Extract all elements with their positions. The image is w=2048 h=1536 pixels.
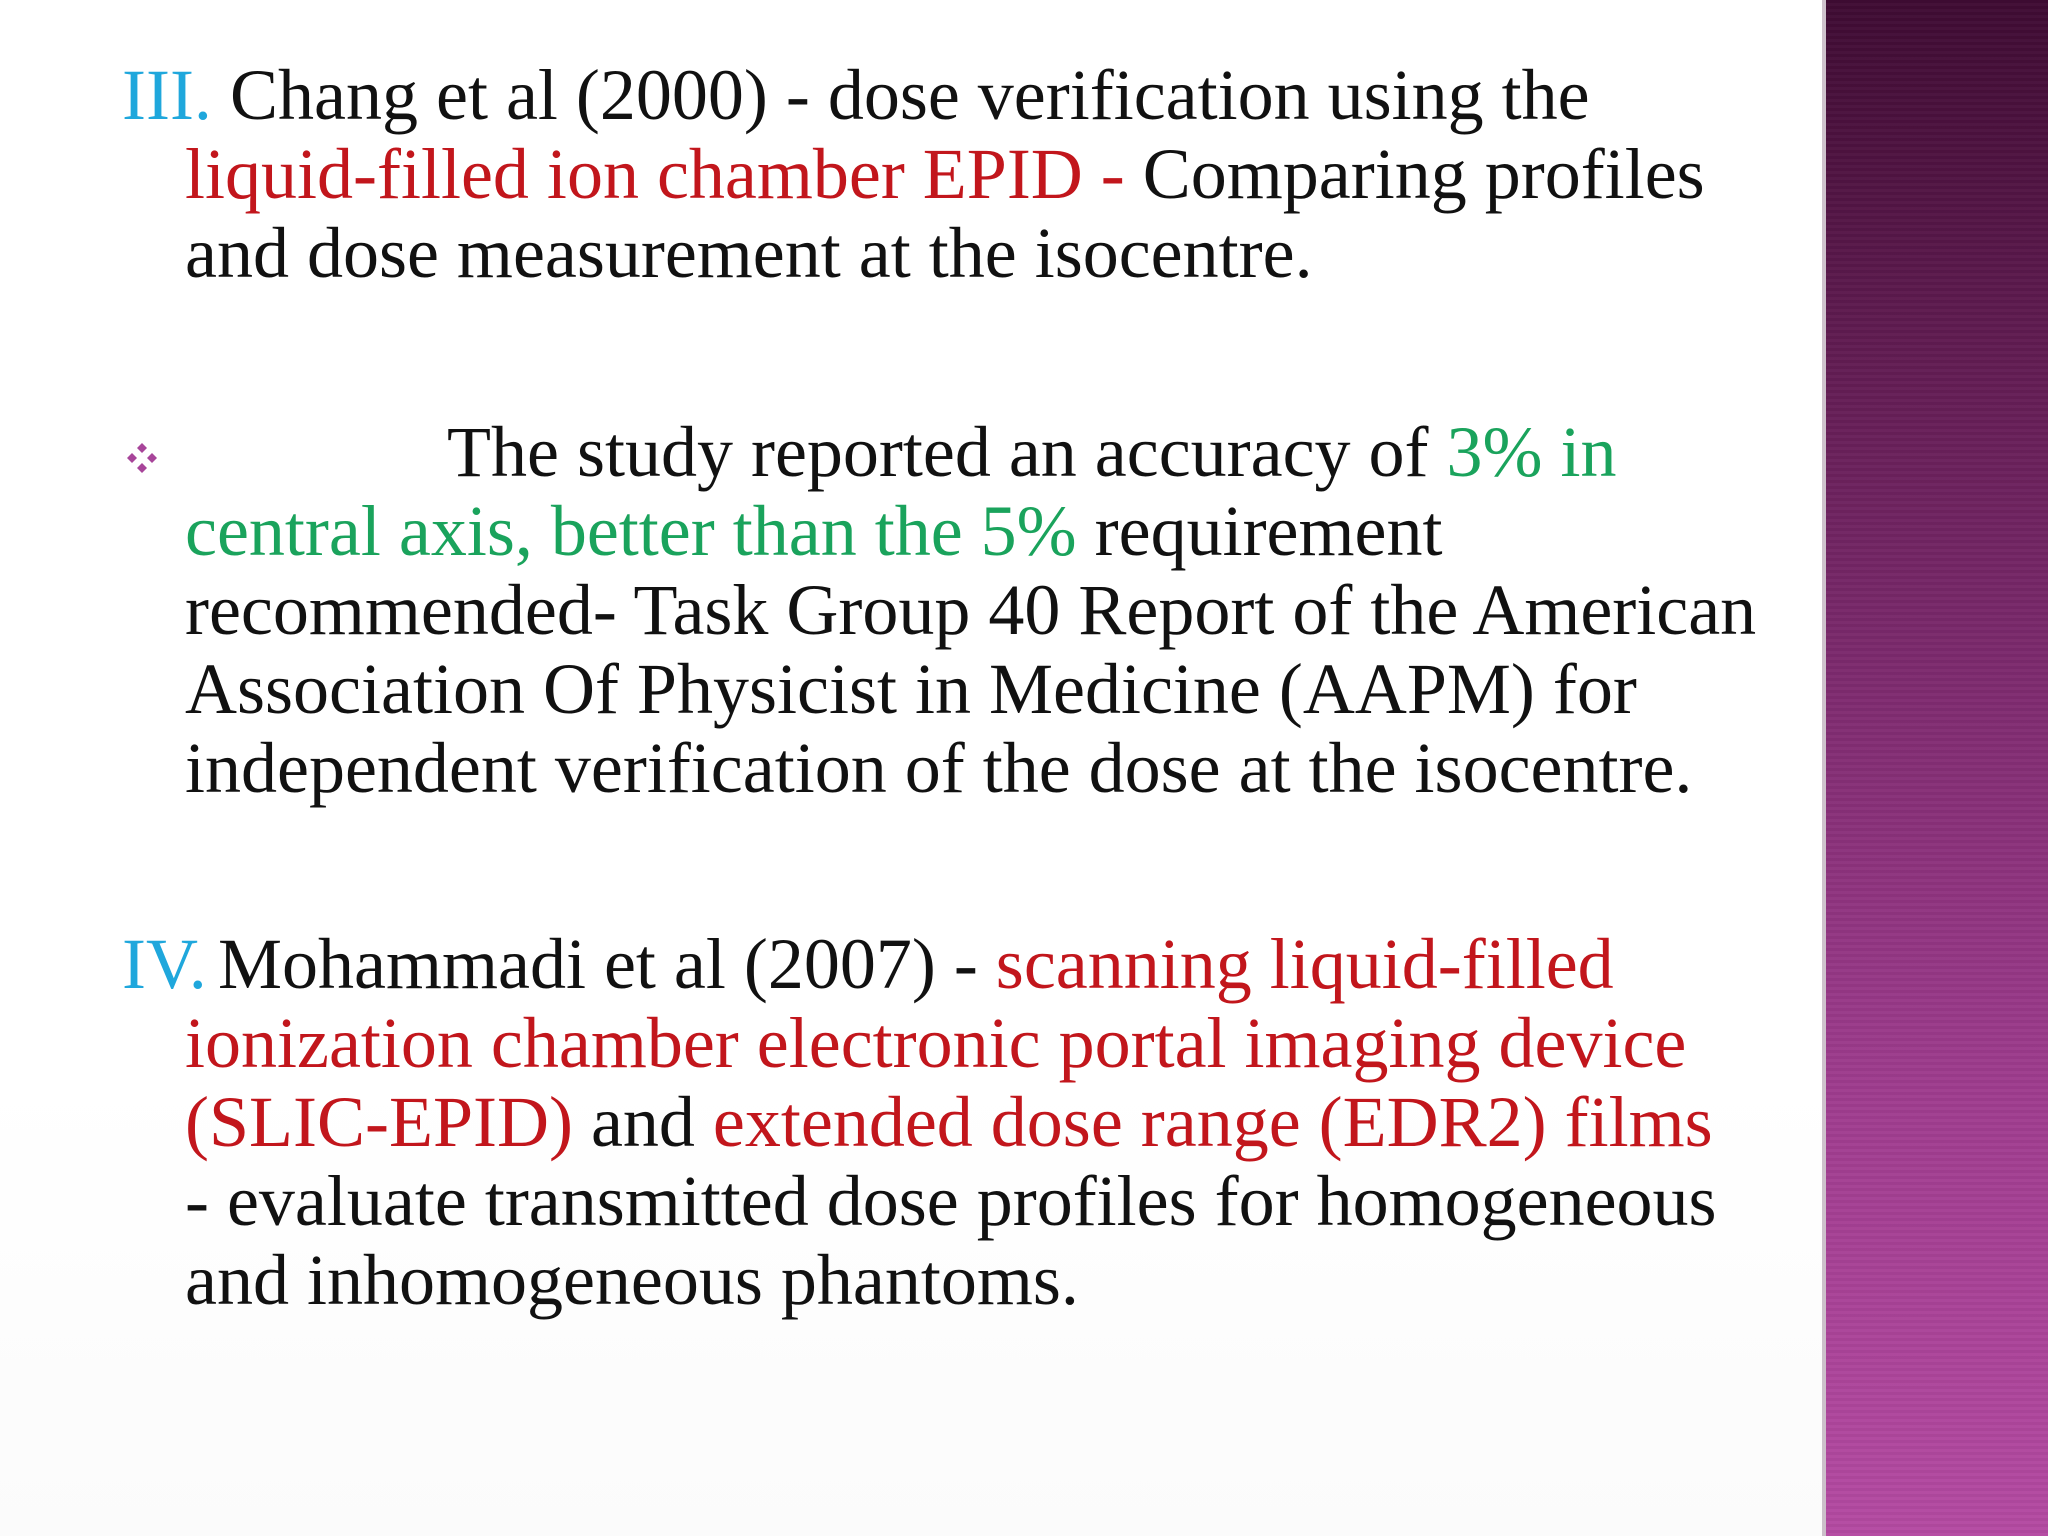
bullet-line-3 — [185, 571, 1825, 650]
item-4-line-1-text: Mohammadi et al (2007) - — [218, 924, 996, 1004]
item-4-line-2-highlight: ionization chamber electronic portal imaging device — [185, 1003, 1687, 1083]
item-3-line-2-text: Comparing profiles — [1142, 134, 1705, 214]
decorative-sidebar — [1826, 0, 2048, 1536]
item-3-line-3 — [185, 214, 1825, 293]
item-3-marker: III. — [122, 55, 212, 135]
item-4-marker: IV. — [122, 924, 207, 1004]
item-3-line-1 — [230, 56, 1870, 135]
bullet-line-1-text: The study reported an accuracy of — [447, 412, 1447, 492]
item-3-line-3-text: and dose measurement at the isocentre. — [185, 213, 1313, 293]
item-3-line-2-highlight: liquid-filled ion chamber EPID - — [185, 134, 1143, 214]
bullet-line-4 — [185, 650, 1825, 729]
four-diamond-bullet-icon — [126, 442, 158, 474]
item-4-line-4-text: - evaluate transmitted dose profiles for homogeneous — [185, 1161, 1717, 1241]
item-4-line-5 — [185, 1241, 1825, 1320]
item-4-line-3-highlight-2: extended dose range (EDR2) films — [712, 1082, 1713, 1162]
item-3-line-2 — [185, 135, 1825, 214]
item-3-line-1-text: Chang et al (2000) - dose verification using the — [230, 55, 1590, 135]
bullet-line-2-text: requirement — [1076, 491, 1443, 571]
item-4-line-1 — [218, 925, 1858, 1004]
item-4-line-3 — [185, 1083, 1825, 1162]
bullet-line-3-text: recommended- Task Group 40 Report of the American — [185, 570, 1757, 650]
bullet-line-4-text: Association Of Physicist in Medicine (AAPM) for — [185, 649, 1637, 729]
item-4-line-5-text: and inhomogeneous phantoms. — [185, 1240, 1079, 1320]
item-4-line-1-highlight: scanning liquid-filled — [995, 924, 1614, 1004]
bullet-line-2-highlight: central axis, better than the 5% — [185, 491, 1077, 571]
bullet-line-5-text: independent verification of the dose at the isocentre. — [185, 728, 1693, 808]
bullet-line-1-highlight: 3% in — [1446, 412, 1617, 492]
bullet-line-2 — [185, 492, 1825, 571]
item-4-line-3-highlight-1: (SLIC-EPID) — [185, 1082, 573, 1162]
item-4-line-2 — [185, 1004, 1825, 1083]
bullet-line-1 — [185, 413, 1825, 492]
item-4-line-4 — [185, 1162, 1825, 1241]
item-4-line-3-text: and — [572, 1082, 713, 1162]
bullet-line-5 — [185, 729, 1825, 808]
